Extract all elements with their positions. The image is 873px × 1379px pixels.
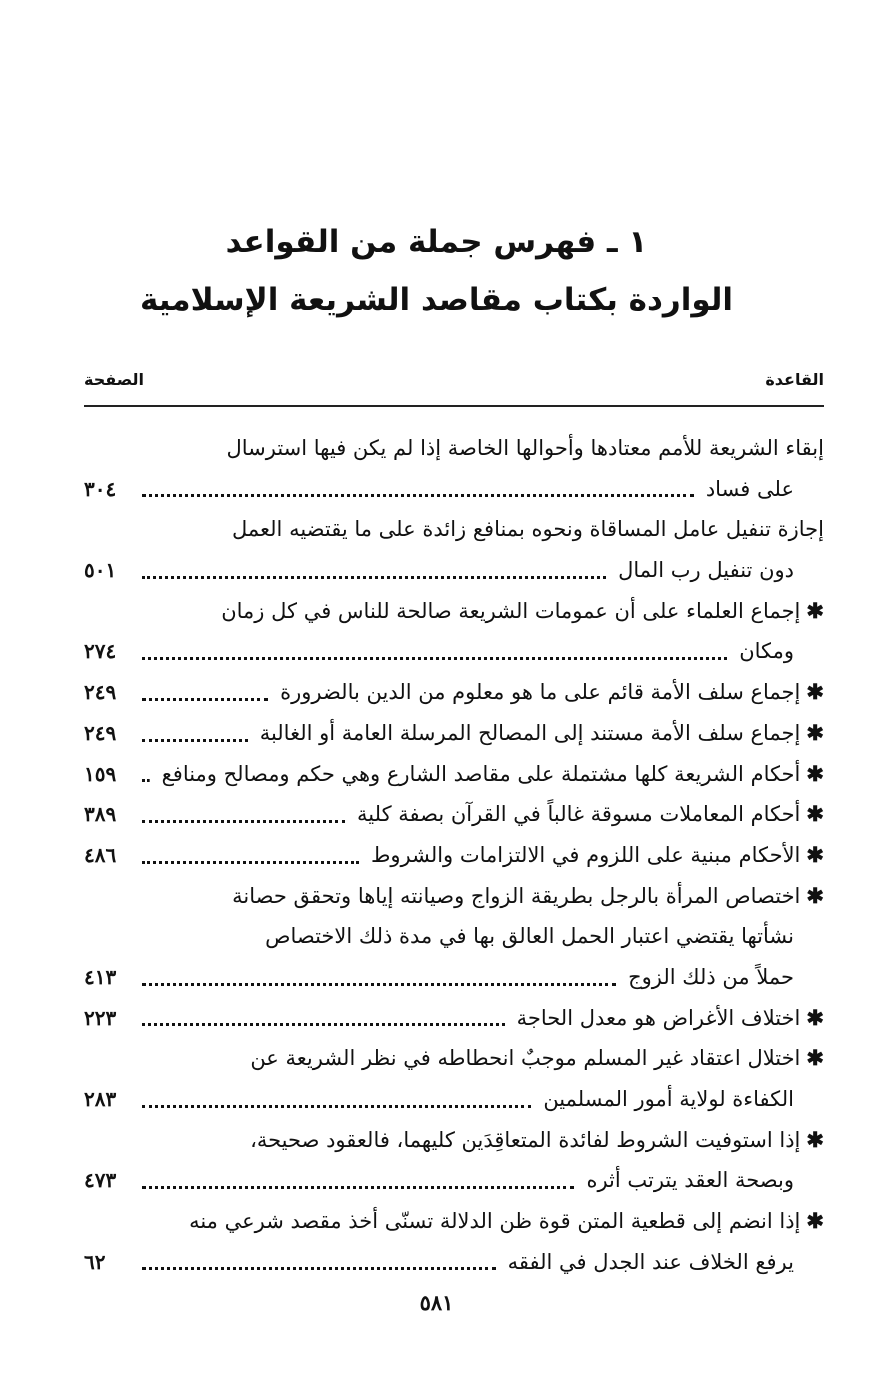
star-marker-icon: ✱ (806, 760, 824, 786)
entry-page-number: ٢٤٩ (84, 680, 117, 705)
dot-leader (142, 1023, 505, 1026)
entry-text (586, 1160, 794, 1201)
rule-column-label: القاعدة (765, 370, 824, 389)
entry-text-content: أحكام المعاملات مسوقة غالباً في القرآن بصفة كلية (357, 802, 801, 827)
entry-text (706, 469, 794, 510)
star-marker-icon: ✱ (806, 841, 824, 867)
dot-leader (142, 739, 248, 742)
entry-page-number: ٥٠١ (84, 558, 117, 583)
entry-text (628, 957, 794, 998)
entry-text (250, 1120, 824, 1161)
entry-page-number: ٢٤٩ (84, 720, 117, 745)
index-entry (84, 1038, 824, 1079)
entry-text (265, 916, 794, 957)
dot-leader (142, 698, 268, 701)
dot-leader (142, 779, 150, 782)
entry-text (162, 754, 824, 795)
index-entries (84, 428, 824, 1282)
index-entry (84, 876, 824, 917)
entry-page-number: ٢٢٣ (84, 1005, 117, 1030)
star-marker-icon: ✱ (806, 882, 824, 908)
index-entry (84, 591, 824, 632)
entry-text-content: إذا انضم إلى قطعية المتن قوة ظن الدلالة تسنّى أخذ مقصد شرعي منه (189, 1209, 801, 1234)
index-entry-continuation (84, 631, 824, 672)
entry-text-content: إجماع سلف الأمة مستند إلى المصالح المرسلة العامة أو الغالبة (259, 720, 801, 745)
entry-text (280, 672, 824, 713)
index-entry-continuation (84, 957, 824, 998)
entry-text-content: على فساد (705, 476, 794, 501)
page-column-label: الصفحة (84, 370, 145, 389)
dot-leader (142, 861, 359, 864)
index-entry (84, 998, 824, 1039)
entry-text-content: نشأتها يقتضي اعتبار الحمل العالق بها في مدة ذلك الاختصاص (265, 924, 794, 949)
entry-page-number: ٢٨٣ (84, 1087, 117, 1111)
entry-text (227, 428, 825, 469)
entry-text-content: اختصاص المرأة بالرجل بطريقة الزواج وصيانته إياها وتحقق حصانة (232, 883, 801, 908)
entry-text (739, 631, 794, 672)
entry-text-content: الأحكام مبنية على اللزوم في الالتزامات والشروط (370, 842, 801, 867)
dot-leader (142, 1105, 531, 1108)
entry-text (543, 1079, 794, 1120)
entry-text-content: إبقاء الشريعة للأمم معتادها وأحوالها الخاصة إذا لم يكن فيها استرسال (226, 436, 824, 460)
index-entry-continuation (84, 1079, 824, 1120)
index-entry-continuation (84, 550, 824, 591)
entry-text (250, 1038, 824, 1079)
entry-text (232, 876, 824, 917)
index-entry (84, 672, 824, 713)
entry-page-number: ٣٨٩ (84, 802, 117, 827)
entry-text (357, 794, 824, 835)
dot-leader (142, 494, 694, 497)
entry-text (232, 509, 824, 550)
entry-text (260, 713, 824, 754)
entry-page-number: ٣٠٤ (84, 476, 117, 501)
entry-text-content: اختلال اعتقاد غير المسلم موجبٌ انحطاطه في نظر الشريعة عن (250, 1046, 801, 1071)
entry-text (508, 1242, 794, 1283)
entry-text (517, 998, 824, 1039)
star-marker-icon: ✱ (806, 679, 824, 705)
entry-page-number: ٤٨٦ (84, 842, 117, 867)
entry-text (221, 591, 824, 632)
dot-leader (142, 1267, 496, 1270)
entry-text-content: اختلاف الأغراض هو معدل الحاجة (516, 1005, 801, 1030)
index-entry (84, 1201, 824, 1242)
entry-text-content: أحكام الشريعة كلها مشتملة على مقاصد الشارع وهي حكم ومصالح ومنافع (161, 761, 801, 786)
entry-page-number: ٤١٣ (84, 964, 117, 989)
page-number: ٥٨١ (419, 1290, 454, 1315)
entry-text-content: إجازة تنفيل عامل المساقاة ونحوه بمنافع زائدة على ما يقتضيه العمل (231, 517, 824, 542)
header-divider (84, 405, 824, 407)
index-entry (84, 713, 824, 754)
entry-text (371, 835, 824, 876)
index-entry-continuation (84, 1242, 824, 1283)
dot-leader (142, 983, 616, 986)
index-entry (84, 428, 824, 469)
index-entry (84, 509, 824, 550)
entry-text (618, 550, 794, 591)
entry-text-content: يرفع الخلاف عند الجدل في الفقه (507, 1249, 794, 1274)
index-title: ١ ـ فهرس جملة من القواعد (225, 224, 648, 260)
star-marker-icon: ✱ (806, 1004, 824, 1030)
entry-text-content: إجماع العلماء على أن عمومات الشريعة صالحة للناس في كل زمان (221, 598, 801, 623)
star-marker-icon: ✱ (806, 597, 824, 623)
entry-page-number: ١٥٩ (84, 761, 117, 786)
index-entry-continuation (84, 469, 824, 510)
entry-page-number: ٦٢ (84, 1249, 106, 1274)
star-marker-icon: ✱ (806, 801, 824, 827)
entry-text-content: ومكان (739, 639, 794, 664)
index-entry (84, 1120, 824, 1161)
entry-text-content: دون تنفيل رب المال (618, 558, 794, 583)
entry-text (189, 1201, 824, 1242)
entry-page-number: ٤٧٣ (84, 1168, 117, 1193)
star-marker-icon: ✱ (806, 1045, 824, 1071)
index-entry-continuation (84, 1160, 824, 1201)
entry-page-number: ٢٧٤ (84, 639, 117, 664)
dot-leader (142, 657, 727, 660)
dot-leader (142, 1186, 574, 1189)
entry-text-content: وبصحة العقد يترتب أثره (586, 1168, 794, 1193)
star-marker-icon: ✱ (806, 1126, 824, 1152)
dot-leader (142, 820, 345, 823)
index-subtitle: الواردة بكتاب مقاصد الشريعة الإسلامية (139, 282, 734, 318)
star-marker-icon: ✱ (806, 719, 824, 745)
star-marker-icon: ✱ (806, 1208, 824, 1234)
index-entry (84, 835, 824, 876)
entry-text-content: الكفاءة لولاية أمور المسلمين (543, 1087, 794, 1111)
column-header (84, 368, 824, 398)
entry-text-content: حملاً من ذلك الزوج (628, 964, 794, 989)
index-entry-continuation (84, 916, 824, 957)
entry-text-content: إجماع سلف الأمة قائم على ما هو معلوم من الدين بالضرورة (280, 680, 801, 705)
dot-leader (142, 576, 606, 579)
entry-text-content: إذا استوفيت الشروط لفائدة المتعاقِدَين كليهما، فالعقود صحيحة، (250, 1127, 801, 1152)
index-entry (84, 794, 824, 835)
index-entry (84, 754, 824, 795)
